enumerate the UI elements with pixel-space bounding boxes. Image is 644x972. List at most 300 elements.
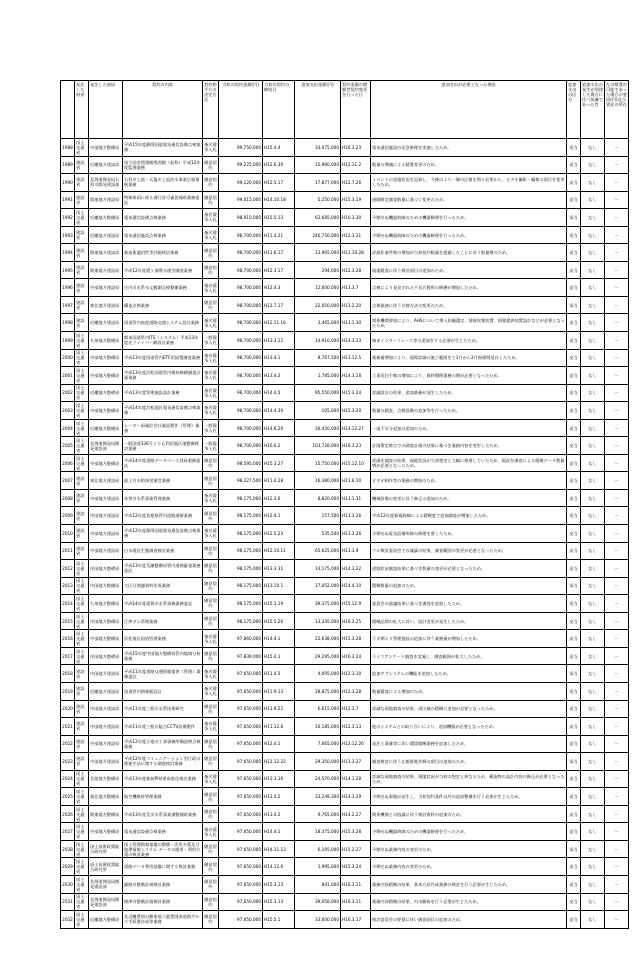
ministry-cell: 国土交通省	[75, 577, 89, 595]
selection-method-cell: 随意契約	[203, 577, 219, 595]
row-number-cell: 2016	[61, 630, 75, 648]
ministry-cell: 国土交通省	[75, 402, 89, 420]
contract-content-cell: 構造点検業務	[123, 296, 203, 314]
table-row	[61, 156, 629, 174]
reason-cell: 予期せぬ事態が発生し、当初契約条件以外の追加整備を行う必要が生じたため。	[371, 788, 567, 806]
initial-amount-cell: 98,227,500	[219, 472, 263, 490]
row-number-cell: 2021	[61, 718, 75, 736]
contract-content-cell: 平成13年度新潟PI効果高度化検討業務	[123, 770, 203, 788]
bureau-cell: 東北地方整備局	[89, 788, 123, 806]
reason-cell: 現地精査に伴う検討項目の追加のため。	[371, 261, 567, 279]
additional-amount-cell: 8,767,500	[295, 349, 341, 367]
initial-amount-cell: 97,650,000	[219, 823, 263, 841]
cheaper-note-cell: なし	[581, 209, 605, 227]
initial-amount-cell: 98,595,000	[219, 454, 263, 472]
contract-content-cell: 釧路川整備計画検討業務	[123, 875, 203, 893]
table-row	[61, 770, 629, 788]
additional-amount-cell: 29,295,000	[295, 647, 341, 665]
change-date-cell: H16.3.24	[341, 647, 371, 665]
table-row	[61, 875, 629, 893]
row-number-cell: 2025	[61, 788, 75, 806]
ministry-cell: 建設省	[75, 682, 89, 700]
additional-amount-cell: 12,600,000	[295, 279, 341, 297]
row-number-cell: 2014	[61, 595, 75, 613]
header-cell	[61, 81, 75, 139]
reason-cell: 委員会の協議結果に基づき調査を追加したため。	[371, 595, 567, 613]
ministry-cell: 建設省	[75, 700, 89, 718]
table-row	[61, 367, 629, 385]
change-date-cell: H15.3.20	[341, 402, 371, 420]
additional-amount-cell: 4,095,000	[295, 665, 341, 683]
header-cell: 追加支出金額(円)	[295, 81, 341, 139]
reason-cell: ツル検討委員会での議論の結果、調査範囲の変更が必要となったため。	[371, 542, 567, 560]
category-cell: 妥当	[567, 823, 581, 841]
additional-amount-cell: 28,875,000	[295, 682, 341, 700]
selection-method-cell: 随意契約	[203, 875, 219, 893]
row-number-cell: 1988	[61, 139, 75, 157]
table-row	[61, 665, 629, 683]
cheaper-note-cell: なし	[581, 805, 605, 823]
contract-date-cell: H11.9.22	[263, 700, 295, 718]
responsibility-cell: －	[605, 139, 629, 157]
contract-date-cell: H15.4.4	[263, 139, 295, 157]
category-cell: 妥当	[567, 472, 581, 490]
table-row	[61, 472, 629, 490]
reason-cell: 詳細設計の結果、追加業務が発生したため。	[371, 384, 567, 402]
change-date-cell: H14.4.10	[341, 577, 371, 595]
bureau-cell: 国土技術政策総合研究所	[89, 840, 123, 858]
responsibility-cell: －	[605, 454, 629, 472]
change-date-cell: H15.12.10	[341, 454, 371, 472]
ministry-cell: 建設省	[75, 314, 89, 332]
contract-content-cell: 平成12年度静岡国道電気通信設備点検業務	[123, 525, 203, 543]
contract-date-cell: H13.4.2	[263, 367, 295, 385]
change-date-cell: H15.3.28	[341, 630, 371, 648]
initial-amount-cell: 98,175,000	[219, 612, 263, 630]
selection-method-cell: 指名競争入札	[203, 367, 219, 385]
contract-content-cell: 庄内川水系水文観測点検整備業務	[123, 279, 203, 297]
reason-cell: 下半期より管理施設の追加に伴う業務量が増加したため。	[371, 630, 567, 648]
header-cell: 追加支出の発生が別途した場合に比べ低廉であった旨	[581, 81, 605, 139]
change-date-cell: H16.3.17	[341, 911, 371, 929]
additional-amount-cell: 65,625,000	[295, 542, 341, 560]
category-cell: 妥当	[567, 718, 581, 736]
additional-amount-cell: 1,995,000	[295, 858, 341, 876]
selection-method-cell: 指名競争入札	[203, 770, 219, 788]
change-date-cell: H12.7.26	[341, 174, 371, 192]
bureau-cell: 九州地方整備局	[89, 595, 123, 613]
contract-date-cell: H11.4.28	[263, 472, 295, 490]
table-row	[61, 612, 629, 630]
contract-content-cell: 平成12年度コミュニケーション型行政の推進手法に関する調査検討業務	[123, 753, 203, 771]
cheaper-note-cell: なし	[581, 753, 605, 771]
ministry-cell: 国土交通省	[75, 630, 89, 648]
contract-date-cell: H15.5.26	[263, 612, 295, 630]
ministry-cell: 建設省	[75, 156, 89, 174]
row-number-cell: 2032	[61, 911, 75, 929]
cheaper-note-cell: なし	[581, 419, 605, 437]
cheaper-note-cell: なし	[581, 367, 605, 385]
additional-amount-cell: 7,665,000	[295, 735, 341, 753]
initial-amount-cell: 98,700,000	[219, 367, 263, 385]
row-number-cell: 2022	[61, 735, 75, 753]
selection-method-cell: 随意契約	[203, 595, 219, 613]
change-date-cell: H14.3.13	[341, 332, 371, 350]
reason-cell: 予期せぬ機器故障のための機器修理を行ったため。	[371, 823, 567, 841]
cheaper-note-cell: なし	[581, 174, 605, 192]
selection-method-cell: 指名競争入札	[203, 718, 219, 736]
category-cell: 妥当	[567, 647, 581, 665]
ministry-cell: 建設省	[75, 753, 89, 771]
ministry-cell: 建設省	[75, 244, 89, 262]
table-row	[61, 261, 629, 279]
contract-content-cell: 平成11年度三瓶川水系技術研究	[123, 700, 203, 718]
selection-method-cell: 指名競争入札	[203, 682, 219, 700]
ministry-cell: 国土交通省	[75, 454, 89, 472]
selection-method-cell: 指名競争入札	[203, 402, 219, 420]
selection-method-cell: 指名競争入札	[203, 209, 219, 227]
contract-content-cell: 道路データ利用基盤に関する検討業務	[123, 858, 203, 876]
selection-method-cell: 指名競争入札	[203, 139, 219, 157]
change-date-cell: H11.10.28	[341, 244, 371, 262]
category-cell: 妥当	[567, 542, 581, 560]
change-date-cell: H12.3.28	[341, 682, 371, 700]
bureau-cell: 中国地方建設局	[89, 718, 123, 736]
contract-content-cell: 国道管内高度道路交通システム設計業務	[123, 314, 203, 332]
cheaper-note-cell: なし	[581, 665, 605, 683]
header-cell: 当初の契約の締結日	[263, 81, 295, 139]
reason-cell: 道路状況調査結果に基づき数量の変更が必要となったため。	[371, 560, 567, 578]
selection-method-cell: 随意契約	[203, 700, 219, 718]
table-row	[61, 174, 629, 192]
selection-method-cell: 一般競争入札	[203, 332, 219, 350]
cheaper-note-cell: なし	[581, 507, 605, 525]
reason-cell: 工事発注手数の増加により、資料整理業務の増が必要となったため。	[371, 367, 567, 385]
reason-cell: 業務量増加により、現場詳細の施工範囲を工1月から2月指導間延長したため。	[371, 349, 567, 367]
category-cell: 妥当	[567, 893, 581, 911]
initial-amount-cell: 98,175,000	[219, 560, 263, 578]
change-date-cell: H14.12.27	[341, 419, 371, 437]
bureau-cell: 中国地方整備局	[89, 577, 123, 595]
row-number-cell: 2009	[61, 507, 75, 525]
initial-amount-cell: 98,175,000	[219, 542, 263, 560]
category-cell: 妥当	[567, 244, 581, 262]
category-cell: 妥当	[567, 682, 581, 700]
contract-date-cell: H12.4.1	[263, 735, 295, 753]
ministry-cell: 建設省	[75, 542, 89, 560]
table-row	[61, 682, 629, 700]
category-cell: 妥当	[567, 174, 581, 192]
change-date-cell: H11.6.10	[341, 472, 371, 490]
contract-content-cell: 平成14年度浜松地区電気通信設備点検業務	[123, 402, 203, 420]
bureau-cell: 中部地方整備局	[89, 139, 123, 157]
selection-method-cell: 随意契約	[203, 296, 219, 314]
contract-date-cell: H15.5.13	[263, 209, 295, 227]
initial-amount-cell: 97,650,000	[219, 770, 263, 788]
contract-date-cell: H11.6.17	[263, 244, 295, 262]
row-number-cell: 1999	[61, 332, 75, 350]
ministry-cell: 建設省	[75, 296, 89, 314]
contract-table	[60, 80, 629, 929]
cheaper-note-cell: なし	[581, 840, 605, 858]
responsibility-cell: －	[605, 893, 629, 911]
responsibility-cell: －	[605, 718, 629, 736]
responsibility-cell: －	[605, 174, 629, 192]
initial-amount-cell: 98,700,000	[219, 349, 263, 367]
category-cell: 妥当	[567, 314, 581, 332]
contract-content-cell: 平成15年度中国地方整備局管内地域分析業務	[123, 647, 203, 665]
contract-date-cell: H12.3.6	[263, 489, 295, 507]
bureau-cell: 中部地方整備局	[89, 367, 123, 385]
selection-method-cell: 指名競争入札	[203, 489, 219, 507]
additional-amount-cell: 22,638,000	[295, 630, 341, 648]
contract-date-cell: H15.3.19	[263, 595, 295, 613]
row-number-cell: 2030	[61, 875, 75, 893]
reason-cell: 機械設備の変更に伴う修正の追加のため。	[371, 489, 567, 507]
category-cell: 妥当	[567, 595, 581, 613]
selection-method-cell: 随意契約	[203, 612, 219, 630]
cheaper-note-cell: なし	[581, 718, 605, 736]
cheaper-note-cell: なし	[581, 682, 605, 700]
bureau-cell: 中部地方建設局	[89, 735, 123, 753]
cheaper-note-cell: なし	[581, 191, 605, 209]
cheaper-note-cell: なし	[581, 735, 605, 753]
reason-cell: 点検により発見された不具合箇所の修繕が増加したため。	[371, 279, 567, 297]
additional-amount-cell: 95,550,000	[295, 384, 341, 402]
row-number-cell: 2007	[61, 472, 75, 490]
table-row	[61, 402, 629, 420]
table-row	[61, 419, 629, 437]
responsibility-cell: －	[605, 823, 629, 841]
additional-amount-cell: 39,375,000	[295, 595, 341, 613]
additional-amount-cell: 18,375,000	[295, 823, 341, 841]
contract-date-cell: H13.3.12	[263, 332, 295, 350]
contract-date-cell: H16.6.2	[263, 437, 295, 455]
reason-cell: 平成12年度新規路線による精緻度で追加調査が増加したため。	[371, 507, 567, 525]
cheaper-note-cell: なし	[581, 647, 605, 665]
selection-method-cell: 随意契約	[203, 735, 219, 753]
ministry-cell: 建設省	[75, 472, 89, 490]
row-number-cell: 1996	[61, 279, 75, 297]
initial-amount-cell: 98,175,000	[219, 577, 263, 595]
cheaper-note-cell: なし	[581, 139, 605, 157]
responsibility-cell: －	[605, 542, 629, 560]
bureau-cell: 近畿地方建設局	[89, 314, 123, 332]
change-date-cell: H14.1.28	[341, 770, 371, 788]
cheaper-note-cell: なし	[581, 156, 605, 174]
responsibility-cell: －	[605, 700, 629, 718]
bureau-cell: 中部地方整備局	[89, 454, 123, 472]
additional-amount-cell: 22,050,000	[295, 296, 341, 314]
table-row	[61, 542, 629, 560]
bureau-cell: 近畿地方整備局	[89, 209, 123, 227]
change-date-cell: H13.3.9	[341, 542, 371, 560]
contract-content-cell: 平成11年度三瓶川総合CCTV設備製作	[123, 718, 203, 736]
contract-content-cell: 平成13年度浜松国道管内維持修繕調査計画業務	[123, 367, 203, 385]
table-row	[61, 700, 629, 718]
change-date-cell: H14.3.29	[341, 788, 371, 806]
reason-cell: 関係機関要望により、AHSについて導入拡幅選定、情報収集装置、情報提供装置設計などが必要となったため。	[371, 314, 567, 332]
contract-content-cell: 熊本国道管内ITS（システム）平成13年度光ファイバー網設計業務	[123, 332, 203, 350]
change-date-cell: H16.3.25	[341, 612, 371, 630]
reason-cell: 予期せぬ業務内容の変更のため。	[371, 840, 567, 858]
row-number-cell: 2020	[61, 700, 75, 718]
category-cell: 妥当	[567, 560, 581, 578]
row-number-cell: 2004	[61, 419, 75, 437]
contract-date-cell: H14.10.18	[263, 191, 295, 209]
ministry-cell: 国土交通省	[75, 384, 89, 402]
change-date-cell: H16.3.23	[341, 437, 371, 455]
additional-amount-cell: 15,960,000	[295, 156, 341, 174]
change-date-cell: H12.11.2	[341, 156, 371, 174]
contract-date-cell: H12.5.23	[263, 525, 295, 543]
initial-amount-cell: 97,650,000	[219, 893, 263, 911]
contract-content-cell: 航空機維持管理業務	[123, 788, 203, 806]
contract-date-cell: H12.6.30	[263, 156, 295, 174]
ministry-cell: 国土交通省	[75, 332, 89, 350]
reason-cell: 予期せぬ電気設備故障の修理を要したため。	[371, 525, 567, 543]
contract-date-cell: H15.3.13	[263, 893, 295, 911]
contract-date-cell: H13.4.2	[263, 788, 295, 806]
table-row	[61, 191, 629, 209]
table-row	[61, 525, 629, 543]
additional-amount-cell: 17,052,000	[295, 577, 341, 595]
additional-amount-cell: 535,500	[295, 525, 341, 543]
table-row	[61, 332, 629, 350]
selection-method-cell: 指名競争入札	[203, 226, 219, 244]
ministry-cell: 国土交通省	[75, 770, 89, 788]
responsibility-cell: －	[605, 489, 629, 507]
change-date-cell: H12.12.26	[341, 735, 371, 753]
row-number-cell: 1990	[61, 174, 75, 192]
ministry-cell: 建設省	[75, 735, 89, 753]
responsibility-cell: －	[605, 384, 629, 402]
responsibility-cell: －	[605, 788, 629, 806]
table-row	[61, 858, 629, 876]
category-cell: 妥当	[567, 700, 581, 718]
selection-method-cell: 随意契約	[203, 753, 219, 771]
responsibility-cell: －	[605, 507, 629, 525]
cheaper-note-cell: なし	[581, 402, 605, 420]
table-row	[61, 314, 629, 332]
initial-amount-cell: 97,650,000	[219, 718, 263, 736]
bureau-cell: 関東地方建設局	[89, 261, 123, 279]
cheaper-note-cell: なし	[581, 612, 605, 630]
table-row	[61, 577, 629, 595]
ministry-cell: 国土交通省	[75, 560, 89, 578]
row-number-cell: 1993	[61, 226, 75, 244]
reason-cell: 他のシステムとの取り合いにより、追加機器が必要となったため。	[371, 718, 567, 736]
table-row	[61, 454, 629, 472]
row-number-cell: 2002	[61, 384, 75, 402]
row-number-cell: 2024	[61, 770, 75, 788]
initial-amount-cell: 97,650,000	[219, 665, 263, 683]
ministry-cell: 国土交通省	[75, 875, 89, 893]
contract-content-cell: 国立国会図書館関西館（仮称）平成12年度監理業務	[123, 156, 203, 174]
contract-content-cell: 平成12年度霞ヶ浦導水運営調査業務	[123, 261, 203, 279]
reason-cell: 端末インターフェース等の追加をする必要が生じたため。	[371, 332, 567, 350]
cheaper-note-cell: なし	[581, 454, 605, 472]
table-row	[61, 244, 629, 262]
reason-cell: 電気通信施設の応急修理を実施したため。	[371, 139, 567, 157]
contract-date-cell: H14.4.1	[263, 823, 295, 841]
reason-cell: 発注工事量等に伴い環境精緻業務を追加したため。	[371, 735, 567, 753]
contract-date-cell: H14.4.30	[263, 402, 295, 420]
reason-cell: 詳細を調査の結果、現地状況が当初想定と大幅に相違していたため、現況を調査による精緻データ数量増が必要となったため。	[371, 454, 567, 472]
cheaper-note-cell: なし	[581, 788, 605, 806]
table-row	[61, 840, 629, 858]
initial-amount-cell: 98,700,000	[219, 296, 263, 314]
cheaper-note-cell: なし	[581, 525, 605, 543]
selection-method-cell: 指名競争入札	[203, 349, 219, 367]
ministry-cell: 国土交通省	[75, 893, 89, 911]
bureau-cell: 近畿地方建設局	[89, 682, 123, 700]
category-cell: 妥当	[567, 577, 581, 595]
category-cell: 妥当	[567, 139, 581, 157]
bureau-cell: 国土技術政策総合研究所	[89, 858, 123, 876]
row-number-cell: 2010	[61, 525, 75, 543]
initial-amount-cell: 97,650,000	[219, 735, 263, 753]
additional-amount-cell: 10,185,000	[295, 718, 341, 736]
cheaper-note-cell: なし	[581, 875, 605, 893]
initial-amount-cell: 97,650,000	[219, 753, 263, 771]
bureau-cell: 中部地方建設局	[89, 525, 123, 543]
ministry-cell: 建設省	[75, 718, 89, 736]
table-row	[61, 647, 629, 665]
ministry-cell: 国土交通省	[75, 840, 89, 858]
additional-amount-cell: 17,877,000	[295, 174, 341, 192]
selection-method-cell: 随意契約	[203, 840, 219, 858]
initial-amount-cell: 98,175,000	[219, 489, 263, 507]
initial-amount-cell: 98,700,000	[219, 226, 263, 244]
additional-amount-cell: 15,750,000	[295, 454, 341, 472]
responsibility-cell: －	[605, 770, 629, 788]
responsibility-cell: －	[605, 472, 629, 490]
reason-cell: 関係機関との協議に伴う検討資料の追加のため。	[371, 805, 567, 823]
table-row	[61, 384, 629, 402]
responsibility-cell: －	[605, 437, 629, 455]
additional-amount-cell: 16,380,000	[295, 472, 341, 490]
initial-amount-cell: 98,700,000	[219, 419, 263, 437]
table-row	[61, 296, 629, 314]
row-number-cell: 2015	[61, 612, 75, 630]
responsibility-cell: －	[605, 279, 629, 297]
additional-amount-cell: 5,250,000	[295, 191, 341, 209]
initial-amount-cell: 98,910,000	[219, 209, 263, 227]
change-date-cell: H13.3.26	[341, 507, 371, 525]
reason-cell: 評価作業件数の増加が当初契約数量を超過したことに伴う数量増のため。	[371, 244, 567, 262]
bureau-cell: 東北地方建設局	[89, 472, 123, 490]
contract-content-cell: 平成12年度島根県管内道路通報業務	[123, 507, 203, 525]
contract-content-cell: 白水地区生態調査検討業務	[123, 542, 203, 560]
ministry-cell: 建設省	[75, 665, 89, 683]
category-cell: 妥当	[567, 858, 581, 876]
cheaper-note-cell: なし	[581, 296, 605, 314]
responsibility-cell: －	[605, 595, 629, 613]
responsibility-cell: －	[605, 805, 629, 823]
contract-date-cell: H15.4.1	[263, 647, 295, 665]
responsibility-cell: －	[605, 525, 629, 543]
selection-method-cell: 随意契約	[203, 472, 219, 490]
contract-content-cell: 平成14年度遠賀川水系事務業務委託	[123, 595, 203, 613]
change-date-cell: H13.3.7	[341, 279, 371, 297]
reason-cell: 数量精査による増加のため。	[371, 682, 567, 700]
reason-cell: 計画策定時点での調査計画の結果に基づき業務内容を変更したため。	[371, 437, 567, 455]
change-date-cell: H13.1.31	[341, 489, 371, 507]
contract-content-cell: 江津ダム管理業務	[123, 612, 203, 630]
change-date-cell: H12.3.31	[341, 226, 371, 244]
contract-date-cell: H14.12.6	[263, 858, 295, 876]
